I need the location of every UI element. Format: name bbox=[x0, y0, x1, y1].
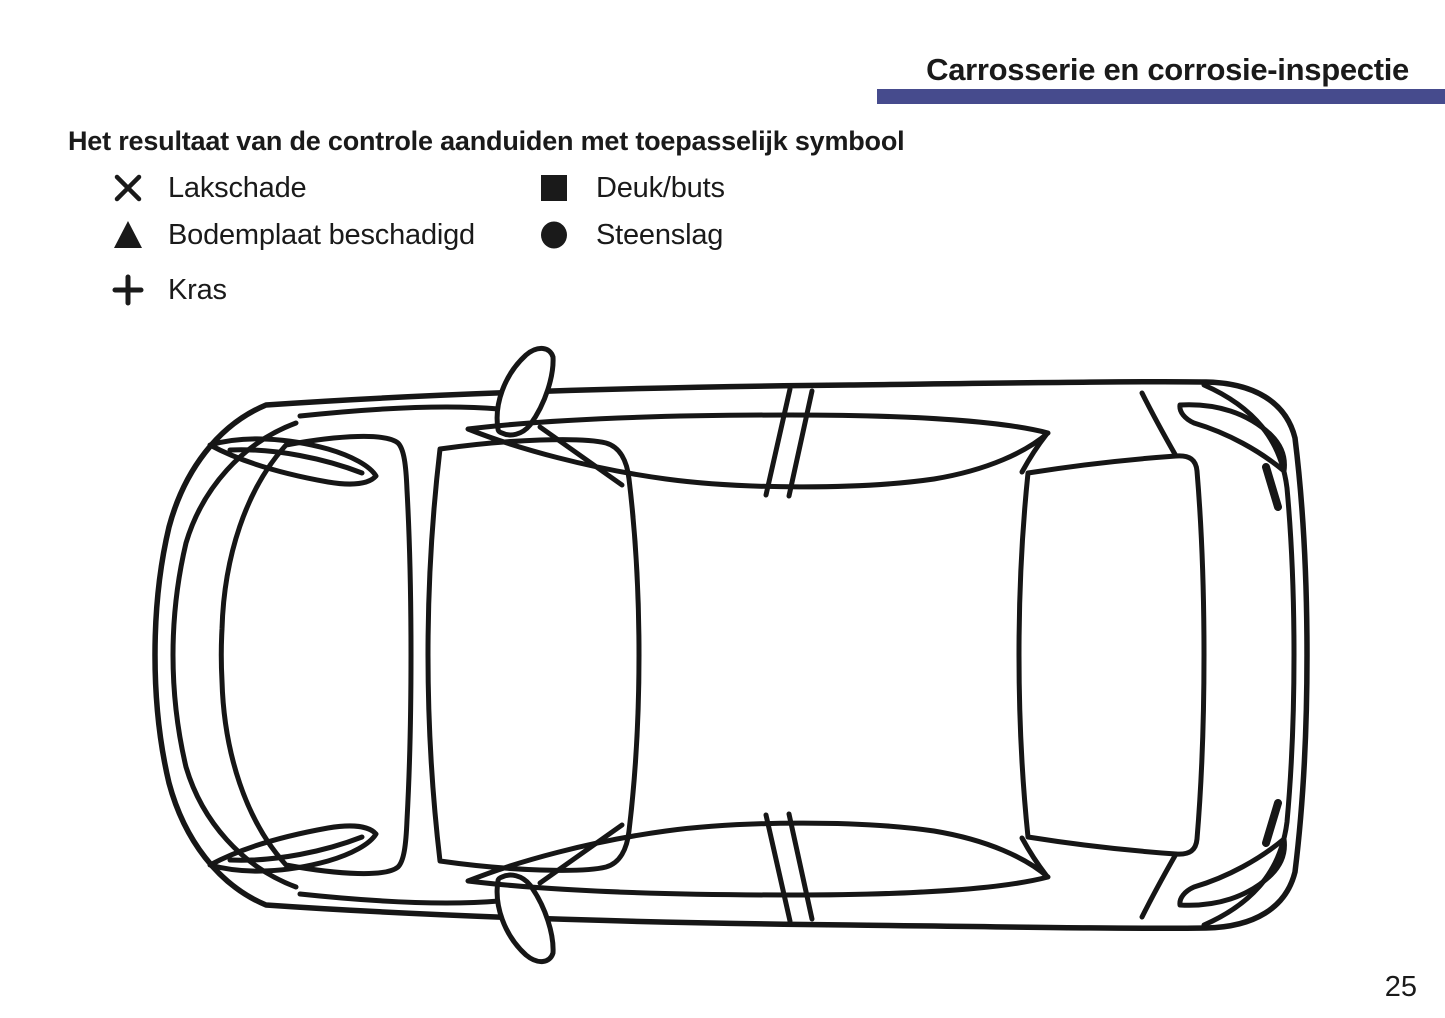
legend-label: Deuk/buts bbox=[596, 171, 725, 204]
page-title: Carrosserie en corrosie-inspectie bbox=[926, 52, 1409, 87]
legend-label: Bodemplaat beschadigd bbox=[168, 218, 475, 251]
side-window-outline bbox=[468, 415, 1048, 487]
legend-item-kras bbox=[112, 273, 227, 307]
triangle-icon bbox=[112, 219, 144, 251]
legend-item-bodemplaat bbox=[112, 218, 475, 252]
circle-icon bbox=[538, 219, 570, 251]
legend-item-steenslag bbox=[538, 218, 723, 252]
title-underline-bar bbox=[877, 89, 1445, 104]
front-bumper-line bbox=[173, 423, 296, 887]
legend-label: Steenslag bbox=[596, 218, 724, 251]
plus-icon bbox=[112, 274, 144, 306]
taillight-dash bbox=[1266, 467, 1278, 507]
windshield-outline bbox=[428, 440, 639, 871]
square-icon bbox=[538, 172, 570, 204]
page-number: 25 bbox=[1384, 971, 1417, 1003]
b-pillar-line-2 bbox=[789, 391, 812, 496]
rear-window-outline bbox=[1019, 456, 1204, 854]
hood-outline bbox=[221, 436, 411, 873]
car-top-view-diagram bbox=[150, 345, 1310, 965]
hatch-seam-line bbox=[1142, 393, 1176, 456]
b-pillar-line-1 bbox=[766, 389, 790, 495]
fender-cowl-line bbox=[300, 407, 499, 416]
legend-label: Lakschade bbox=[168, 171, 307, 204]
legend-label: Kras bbox=[168, 273, 227, 306]
legend-item-deuk-buts bbox=[538, 171, 725, 205]
x-mark-icon bbox=[112, 172, 144, 204]
legend-item-lakschade bbox=[112, 171, 306, 205]
instruction-text: Het resultaat van de controle aanduiden met toepasselijk symbool bbox=[68, 126, 905, 156]
